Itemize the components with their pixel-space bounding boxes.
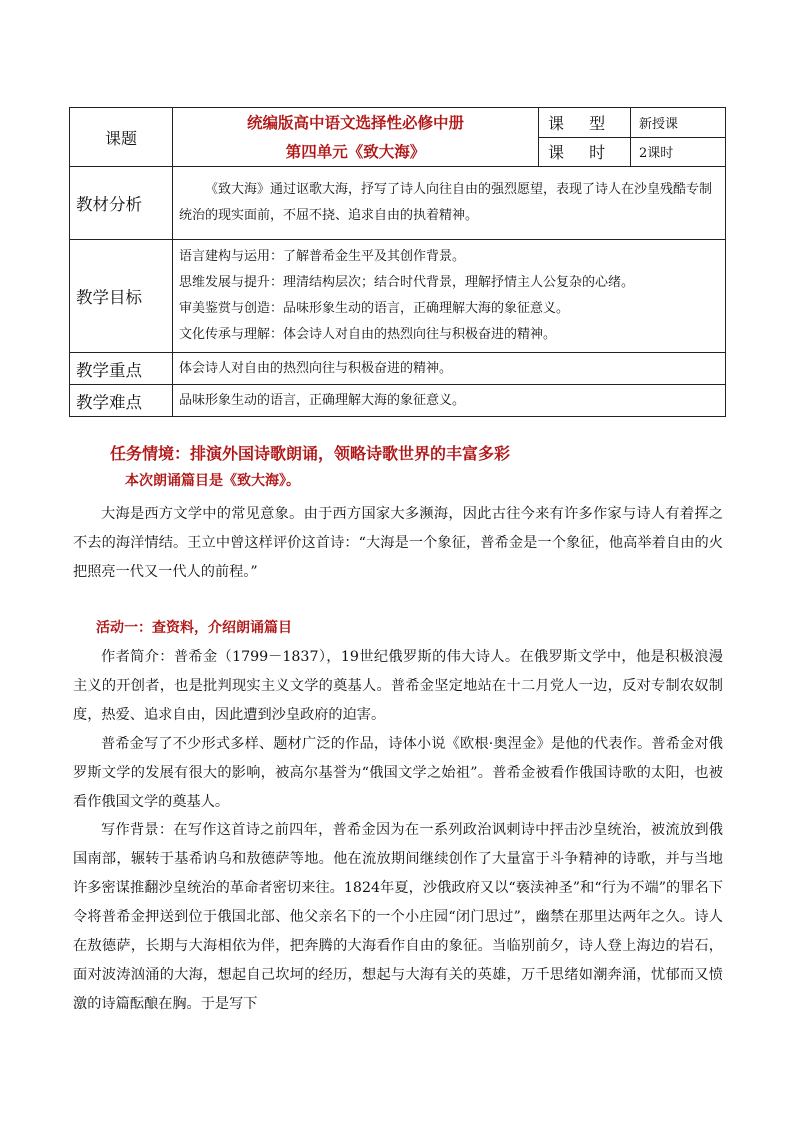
topic-label: 课题 — [70, 108, 173, 167]
lesson-title — [173, 108, 539, 167]
recital-subtitle: 本次朗诵篇目是《致大海》。 — [125, 473, 300, 489]
goal-item: 思维发展与提升：理清结构层次；结合时代背景，理解抒情主人公复杂的心绪。 — [179, 275, 635, 290]
key-label: 教学重点 — [70, 353, 173, 385]
goal-item: 文化传承与理解：体会诗人对自由的热烈向往与积极奋进的精神。 — [179, 327, 557, 342]
goals-label: 教学目标 — [70, 240, 173, 353]
works-paragraph: 普希金写了不少形式多样、题材广泛的作品，诗体小说《欧根·奥涅金》是他的代表作。普希金对俄罗斯文学的发展有很大的影响，被高尔基誉为“俄国文学之始祖”。普希金被看作俄国诗歌的太阳，也被看作俄国文学的奠基人。 — [73, 736, 723, 810]
key-text: 体会诗人对自由的热烈向往与积极奋进的精神。 — [173, 353, 726, 385]
goal-item: 语言建构与运用：了解普希金生平及其创作背景。 — [179, 249, 466, 264]
hours-label: 课 时 — [539, 137, 631, 167]
lesson-title-line2: 第四单元《致大海》 — [285, 142, 426, 161]
author-paragraph: 作者简介：普希金（1799－1837），19世纪俄罗斯的伟大诗人。在俄罗斯文学中，他是积极浪漫主义的开创者，也是批判现实主义文学的奠基人。普希金坚定地站在十二月党人一边，反对专制农奴制度，热爱、追求自由，因此遭到沙皇政府的迫害。 — [73, 649, 723, 723]
type-value: 新授课 — [631, 108, 726, 138]
type-label: 课 型 — [539, 108, 631, 138]
task-title: 任务情境：排演外国诗歌朗诵，领略诗歌世界的丰富多彩 — [110, 444, 511, 463]
intro-paragraph: 大海是西方文学中的常见意象。由于西方国家大多濒海，因此古往今来有许多作家与诗人有着挥之不去的海洋情结。王立中曾这样评价这首诗：“大海是一个象征，普希金是一个象征，他高举着自由的火把照亮一代又一代人的前程。” — [73, 506, 723, 580]
lesson-info-table — [69, 107, 726, 417]
difficulty-label: 教学难点 — [70, 385, 173, 417]
analysis-label: 教材分析 — [70, 167, 173, 240]
activity-one-title: 活动一：查资料，介绍朗诵篇目 — [96, 620, 292, 636]
analysis-text: 《致大海》通过讴歌大海，抒写了诗人向往自由的强烈愿望，表现了诗人在沙皇残酷专制统治的现实面前，不屈不挠、追求自由的执着精神。 — [173, 167, 726, 240]
lesson-title-line1: 统编版高中语文选择性必修中册 — [246, 113, 464, 132]
goal-item: 审美鉴赏与创造：品味形象生动的语言，正确理解大海的象征意义。 — [179, 301, 570, 316]
background-paragraph: 写作背景：在写作这首诗之前四年，普希金因为在一系列政治讽刺诗中抨击沙皇统治，被流放到俄国南部，辗转于基希讷乌和敖德萨等地。他在流放期间继续创作了大量富于斗争精神的诗歌，并与当地许多密谋推翻沙皇统治的革命者密切来往。1824年夏，沙俄政府又以“亵渎神圣”和“行为不端”的罪名下令将普希金押送到位于俄国北部、他父亲名下的一个小庄园“闭门思过”，幽禁在那里达两年之久。诗人在敖德萨，长期与大海相依为伴，把奔腾的大海看作自由的象征。当临别前夕，诗人登上海边的岩石，面对波涛汹涌的大海，想起自己坎坷的经历，想起与大海有关的英雄，万千思绪如潮奔涌，忧郁而又愤激的诗篇酝酿在胸。于是写下 — [73, 822, 723, 1012]
difficulty-text: 品味形象生动的语言，正确理解大海的象征意义。 — [173, 385, 726, 417]
goals-list — [173, 240, 726, 353]
hours-value: 2课时 — [631, 137, 726, 167]
